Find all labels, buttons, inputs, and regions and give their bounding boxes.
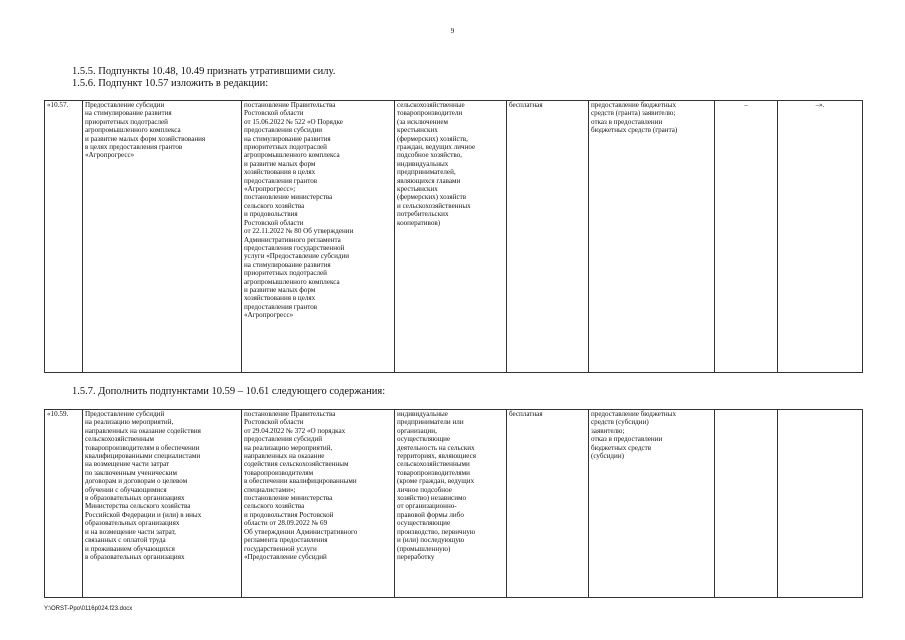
service-name-cell: Предоставление субсидии на стимулирование развития приоритетных подотраслей агропромышленного комплекса и развитие малых форм хозяйствования в целях предоставления грантов «Агропрогресс» (83, 101, 242, 373)
recipients-cell: сельскохозяйственные товаропроизводители (за исключением крестьянских (фермерских) хозяйств, граждан, ведущих личное подсобное хозяйство, индивидуальных предпринимателей, являющихся главами крестьянских (фермерских) хозяйств и сельскохозяйственных потребительских кооперативов) (395, 101, 507, 373)
paragraph-1-5-6: 1.5.6. Подпункт 10.57 изложить в редакции: (72, 78, 269, 89)
column-8-cell: –». (778, 101, 863, 373)
result-cell: предоставление бюджетных средств (субсидии) заявителю; отказ в предоставлении бюджетных средств (субсидии) (589, 410, 715, 598)
column-7-cell (715, 410, 778, 598)
table-row (45, 101, 863, 373)
table-row (45, 410, 863, 598)
page-number: 9 (450, 27, 455, 35)
row-number: «10.57. (45, 101, 83, 373)
services-table-2 (44, 409, 863, 598)
legal-basis-cell: постановление Правительства Ростовской области от 29.04.2022 № 372 «О порядках предоставления субсидий на реализацию мероприятий, направленных на оказание содействия сельскохозяйственным товаропроизводителям в обеспечении квалифицированными специалистами»; постановление министерства сельского хозяйства и продовольствия Ростовской области от 28.09.2022 № 69 Об утверждении Административного регламента предоставления государственной услуги «Предоставление субсидий (242, 410, 395, 598)
paragraph-1-5-7: 1.5.7. Дополнить подпунктами 10.59 – 10.61 следующего содержания: (72, 386, 386, 397)
column-7-cell: – (715, 101, 778, 373)
cost-cell: бесплатная (507, 410, 589, 598)
legal-basis-cell: постановление Правительства Ростовской области от 15.06.2022 № 522 «О Порядке предоставления субсидии на стимулирование развития приоритетных подотраслей агропромышленного комплекса и развитие малых форм хозяйствования в целях предоставления грантов «Агропрогресс»; постановление министерства сельского хозяйства и продовольствия Ростовской области от 22.11.2022 № 80 Об утверждении Административного регламента предоставления государственной услуги «Предоставление субсидии на стимулирование развития приоритетных подотраслей агропромышленного комплекса и развитие малых форм хозяйствования в целях предоставления грантов «Агропрогресс» (242, 101, 395, 373)
cost-cell: бесплатная (507, 101, 589, 373)
paragraph-1-5-5: 1.5.5. Подпункты 10.48, 10.49 признать утратившими силу. (72, 66, 336, 77)
recipients-cell: индивидуальные предприниматели или организации, осуществляющие деятельность на сельских территориях, являющиеся сельскохозяйственными товаропроизводителями (кроме граждан, ведущих личное подсобное хозяйство) независимо от организационно- правовой формы либо осуществляющие производство, первичную и (или) последующую (промышленную) переработку (395, 410, 507, 598)
service-name-cell: Предоставление субсидий на реализацию мероприятий, направленных на оказание содействия сельскохозяйственным товаропроизводителям в обеспечении квалифицированными специалистами на возмещение части затрат по заключенным ученическим договорам и договорам о целевом обучении с обучающимися в образовательных организациях Министерства сельского хозяйства Российской Федерации и (или) в иных образовательных организациях и на возмещение части затрат, связанных с оплатой труда и проживанием обучающихся в образовательных организациях (83, 410, 242, 598)
row-number: «10.59. (45, 410, 83, 598)
result-cell: предоставление бюджетных средств (гранта) заявителю; отказ в предоставлении бюджетных средств (гранта) (589, 101, 715, 373)
column-8-cell (778, 410, 863, 598)
file-path-footer: Y:\ORST-Ppo\0116p024.f23.docx (44, 606, 133, 612)
services-table-1 (44, 100, 863, 373)
